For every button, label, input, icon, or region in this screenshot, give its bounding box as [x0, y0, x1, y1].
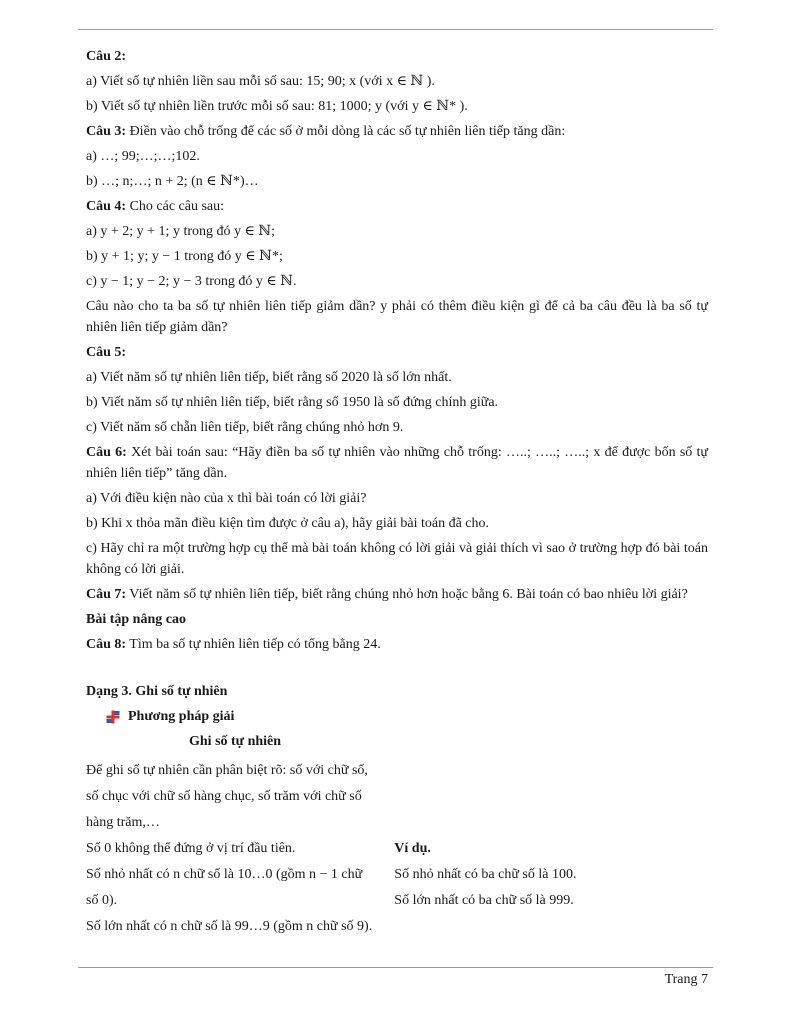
- method-left-column: [86, 758, 378, 940]
- section-gap: [86, 659, 708, 681]
- cau3-a: a) …; 99;…;…;102.: [86, 149, 200, 164]
- example-line: Số lớn nhất có ba chữ số là 999.: [394, 893, 574, 908]
- method-heading: [106, 706, 708, 727]
- cau7-title: Câu 7:: [86, 587, 127, 602]
- cau8-text: [86, 634, 708, 655]
- method-line: số chục với chữ số hàng chục, số trăm với chữ số: [86, 789, 362, 804]
- cau3-title: Câu 3:: [86, 124, 127, 139]
- cau6-body: Xét bài toán sau: “Hãy điền ba số tự nhiên vào những chỗ trống: …..; …..; …..; x để được bốn số tự nhiên liên tiếp” tăng dần.: [86, 445, 709, 481]
- cau6-text: [86, 442, 708, 484]
- method-line: Để ghi số tự nhiên cần phân biệt rõ: số với chữ số,: [86, 763, 368, 778]
- footer-rule: [78, 967, 713, 968]
- method-line: Số 0 không thể đứng ở vị trí đầu tiên.: [86, 841, 296, 856]
- cau6-c: c) Hãy chỉ ra một trường hợp cụ thể mà bài toán không có lời giải và giải thích vì sao ở trường hợp đó bài toán không có lời giải.: [86, 541, 708, 577]
- cau5-c: c) Viết năm số chẵn liên tiếp, biết rằng chúng nhỏ hơn 9.: [86, 420, 404, 435]
- example-line: Số nhỏ nhất có ba chữ số là 100.: [394, 867, 577, 882]
- advanced-title: Bài tập nâng cao: [86, 612, 186, 627]
- cau4-question: Câu nào cho ta ba số tự nhiên liên tiếp giảm dần? y phải có thêm điều kiện gì để cả ba câu đều là ba số tự nhiên liên tiếp giảm dần?: [86, 299, 708, 335]
- cau3-text: [86, 121, 708, 142]
- method-table: [86, 758, 708, 940]
- method-line: hàng trăm,…: [86, 815, 160, 830]
- cau5-b: b) Viết năm số tự nhiên liên tiếp, biết rằng số 1950 là số đứng chính giữa.: [86, 395, 499, 410]
- cau4-b: b) y + 1; y; y − 1 trong đó y ∈ ℕ*;: [86, 249, 283, 264]
- cau8-body: Tìm ba số tự nhiên liên tiếp có tổng bằng 24.: [126, 637, 381, 652]
- cau6-a: a) Với điều kiện nào của x thì bài toán có lời giải?: [86, 491, 367, 506]
- page-number: Trang 7: [664, 972, 708, 987]
- method-label: Phương pháp giải: [128, 709, 235, 724]
- cau6-b: b) Khi x thỏa mãn điều kiện tìm được ở câu a), hãy giải bài toán đã cho.: [86, 516, 489, 531]
- cau4-title: Câu 4:: [86, 199, 127, 214]
- cau5-a: a) Viết năm số tự nhiên liên tiếp, biết rằng số 2020 là số lớn nhất.: [86, 370, 452, 385]
- cau7-text: [86, 584, 708, 605]
- dang3-subtitle: Ghi số tự nhiên: [189, 734, 282, 749]
- cau2-a: a) Viết số tự nhiên liền sau mỗi số sau: 15; 90; x (với x ∈ ℕ ).: [86, 74, 435, 89]
- cau8-title: Câu 8:: [86, 637, 127, 652]
- example-title: Ví dụ.: [394, 841, 431, 856]
- cau2-title: Câu 2:: [86, 49, 127, 64]
- header-rule: [78, 29, 713, 30]
- example-column: [378, 758, 708, 940]
- cau2-b: b) Viết số tự nhiên liền trước mỗi số sau: 81; 1000; y (với y ∈ ℕ* ).: [86, 99, 468, 114]
- cau4-a: a) y + 2; y + 1; y trong đó y ∈ ℕ;: [86, 224, 276, 239]
- page-content: [86, 46, 708, 940]
- cau4-c: c) y − 1; y − 2; y − 3 trong đó y ∈ ℕ.: [86, 274, 297, 289]
- method-line: số 0).: [86, 893, 118, 908]
- cau6-title: Câu 6:: [86, 445, 127, 460]
- cau4-text: [86, 196, 708, 217]
- cau5-title: Câu 5:: [86, 345, 127, 360]
- dang3-title: Dạng 3. Ghi số tự nhiên: [86, 684, 228, 699]
- cau4-body: Cho các câu sau:: [126, 199, 225, 214]
- cau7-body: Viết năm số tự nhiên liên tiếp, biết rằng chúng nhỏ hơn hoặc bằng 6. Bài toán có bao nhiêu lời giải?: [126, 587, 688, 602]
- method-line: Số lớn nhất có n chữ số là 99…9 (gồm n chữ số 9).: [86, 919, 373, 934]
- method-bullet-icon: [106, 710, 120, 724]
- cau3-b: b) …; n;…; n + 2; (n ∈ ℕ*)…: [86, 174, 259, 189]
- method-line: Số nhỏ nhất có n chữ số là 10…0 (gồm n − 1 chữ: [86, 867, 363, 882]
- cau3-body: Điền vào chỗ trống để các số ở mỗi dòng là các số tự nhiên liên tiếp tăng dần:: [126, 124, 566, 139]
